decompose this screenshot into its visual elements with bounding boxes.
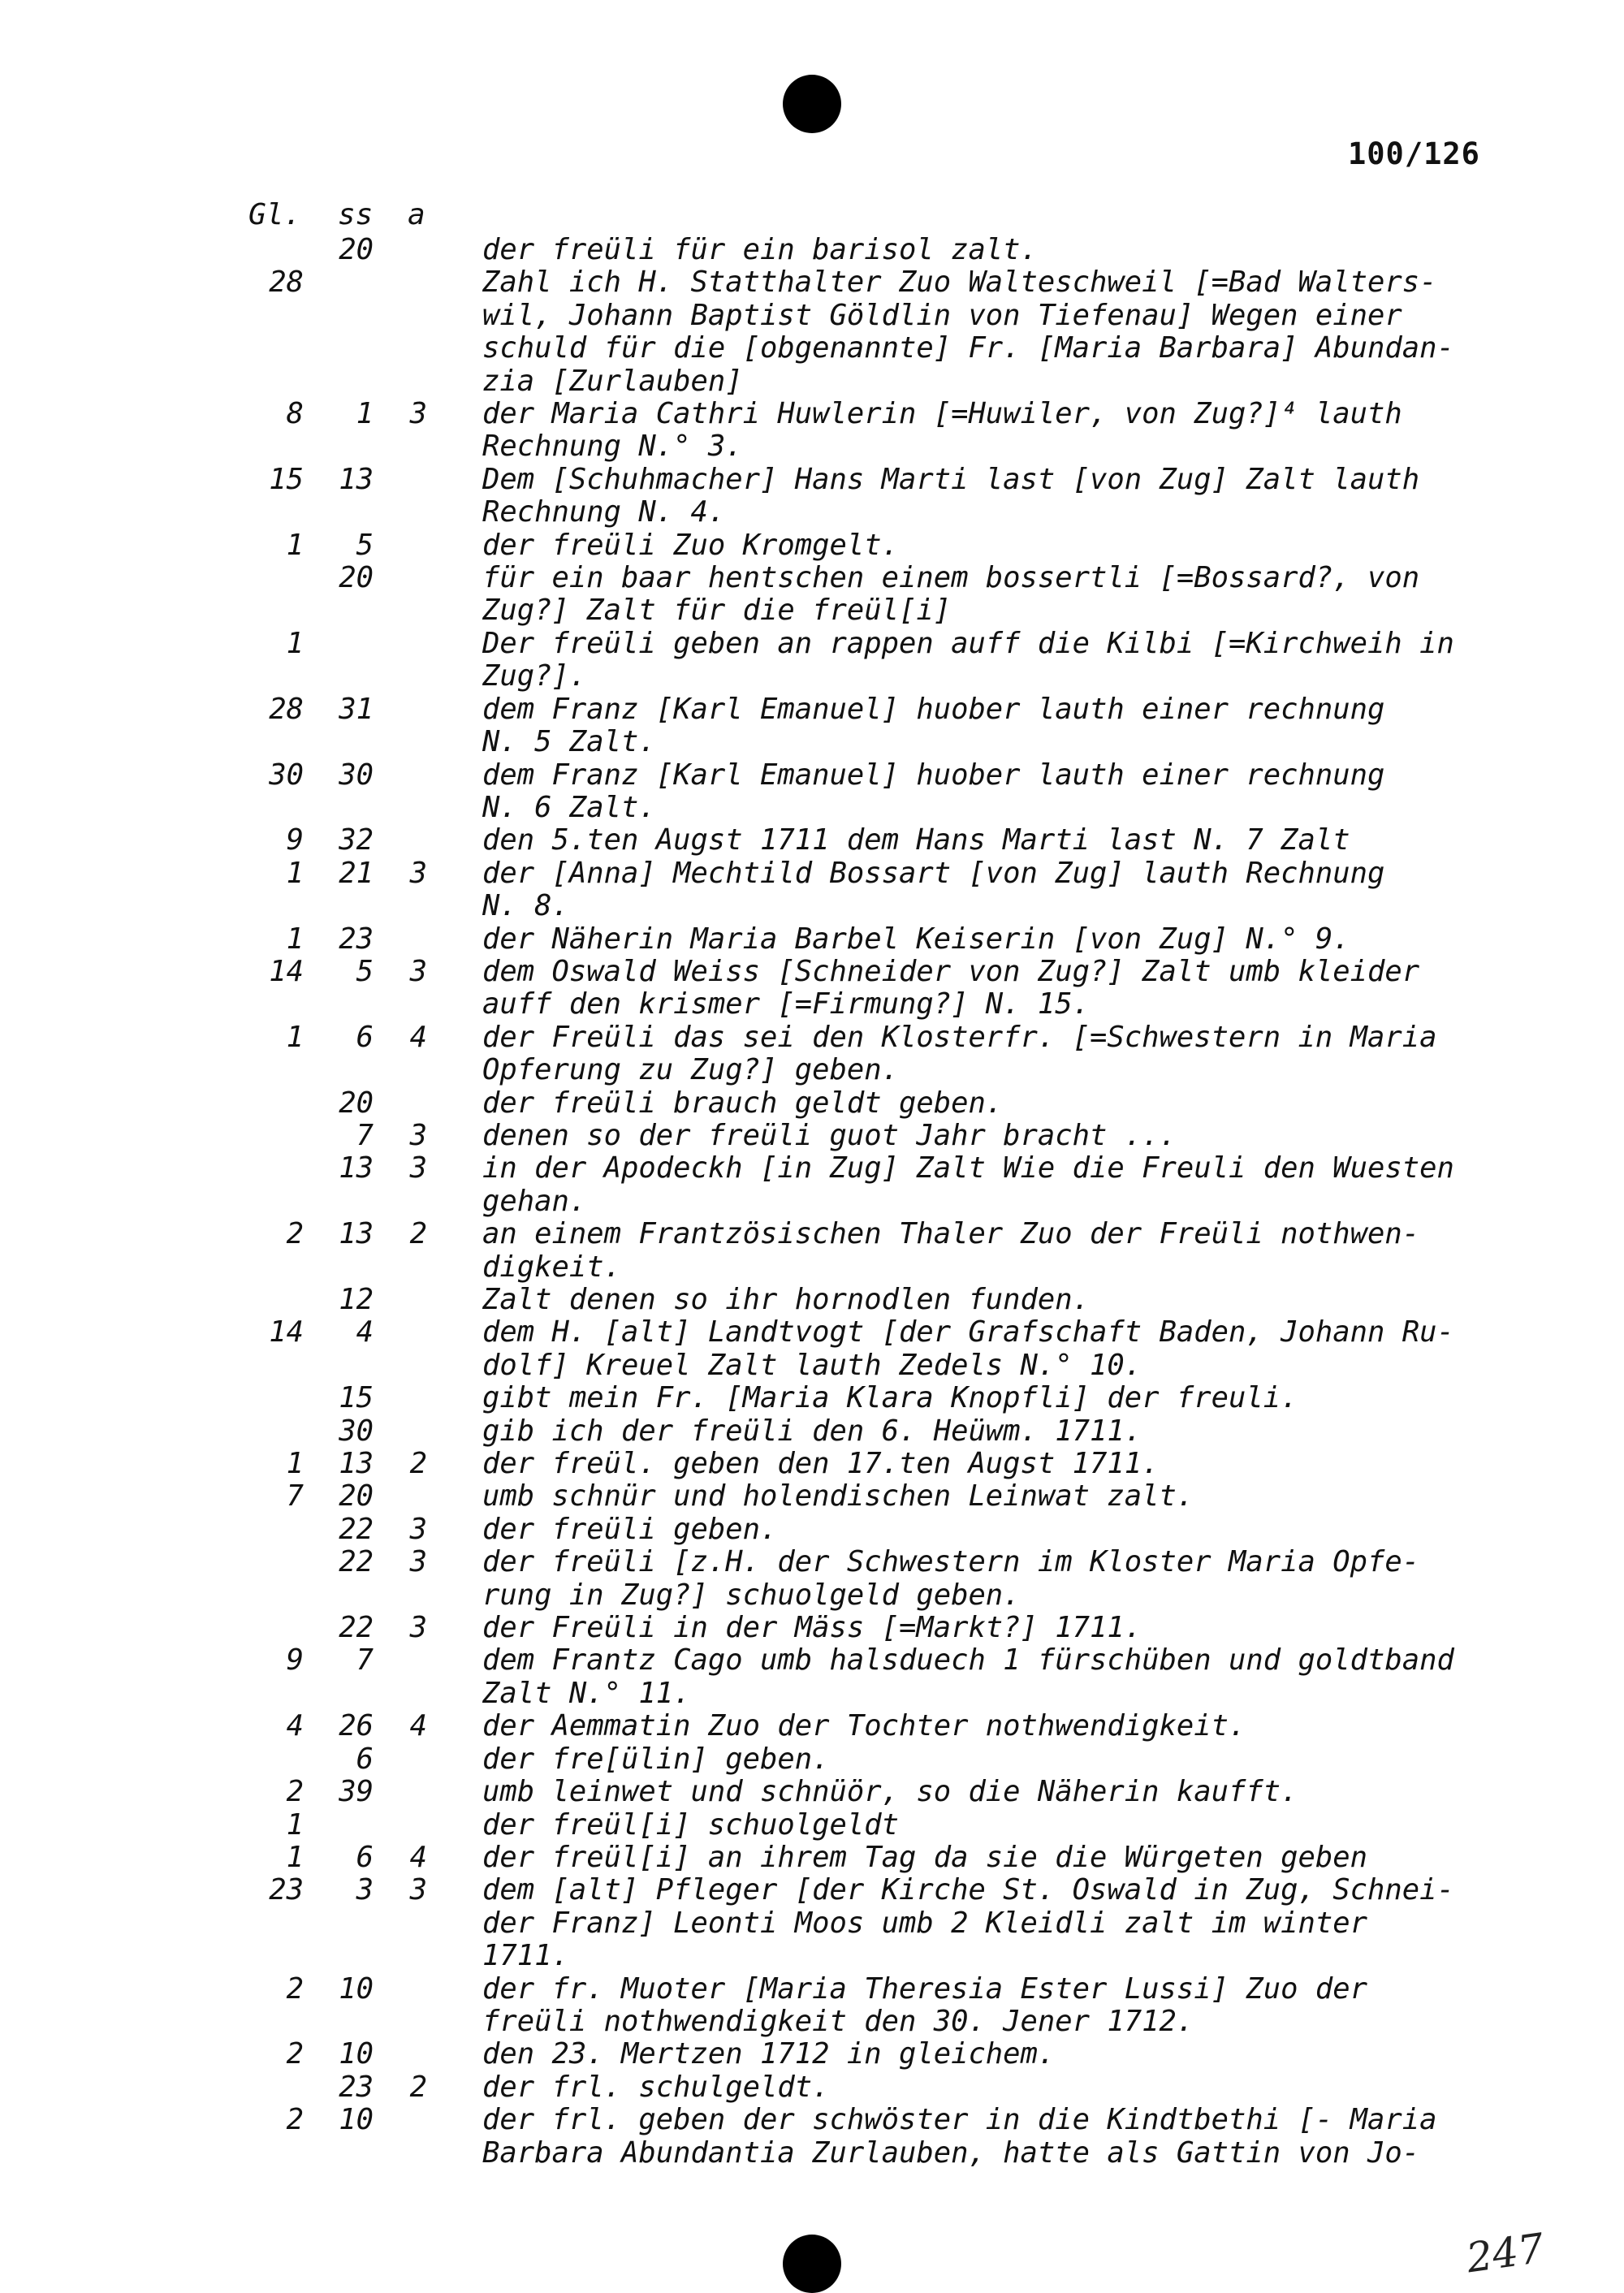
description-line: 1711. bbox=[482, 1939, 569, 1973]
entry-description bbox=[482, 562, 1603, 628]
amount-schilling: 6 bbox=[356, 1742, 374, 1776]
amount-schilling: 22 bbox=[339, 1512, 374, 1546]
ledger-row bbox=[0, 464, 1624, 529]
amount-angster: 3 bbox=[409, 1118, 427, 1152]
amount-schilling: 13 bbox=[339, 1447, 374, 1481]
entry-description bbox=[482, 1514, 1603, 1546]
amount-schilling: 10 bbox=[339, 1971, 374, 2006]
amount-schilling: 1 bbox=[356, 397, 374, 431]
description-line: gib ich der freüli den 6. Heüwm. 1711. bbox=[482, 1414, 1142, 1448]
description-line: wil, Johann Baptist Göldlin von Tiefenau] Wegen einer bbox=[482, 298, 1402, 332]
amount-schilling: 31 bbox=[339, 692, 374, 726]
ledger-row bbox=[0, 1284, 1624, 1316]
amount-gulden: 1 bbox=[286, 1447, 304, 1481]
ledger-row bbox=[0, 857, 1624, 923]
amount-angster: 4 bbox=[409, 1840, 427, 1874]
amount-schilling: 6 bbox=[356, 1020, 374, 1054]
amount-gulden: 2 bbox=[286, 1775, 304, 1809]
ledger-row bbox=[0, 1710, 1624, 1742]
amount-schilling: 30 bbox=[339, 758, 374, 792]
description-line: Zahl ich H. Statthalter Zuo Walteschweil [=Bad Walters- bbox=[482, 266, 1437, 300]
description-line: der freüli Zuo Kromgelt. bbox=[482, 528, 899, 562]
amount-gulden: 1 bbox=[286, 1807, 304, 1842]
entry-description bbox=[482, 2104, 1603, 2170]
amount-schilling: 15 bbox=[339, 1381, 374, 1415]
entry-description bbox=[482, 1874, 1603, 1972]
description-line: der freüli geben. bbox=[482, 1512, 778, 1546]
entry-description bbox=[482, 1743, 1603, 1776]
amount-gulden: 2 bbox=[286, 2103, 304, 2137]
amount-angster: 3 bbox=[409, 1512, 427, 1546]
amount-schilling: 6 bbox=[356, 1840, 374, 1874]
amount-schilling: 22 bbox=[339, 1545, 374, 1579]
ledger-row bbox=[0, 1973, 1624, 2039]
entry-description bbox=[482, 1973, 1603, 2039]
ledger-row bbox=[0, 1021, 1624, 1087]
ledger-row bbox=[0, 1120, 1624, 1152]
description-line: zia [Zurlauben] bbox=[482, 364, 743, 398]
description-line: der frl. geben der schwöster in die Kindtbethi [- Maria bbox=[482, 2103, 1437, 2137]
description-line: Rechnung N. 4. bbox=[482, 495, 726, 529]
amount-schilling: 30 bbox=[339, 1414, 374, 1448]
amount-angster: 3 bbox=[409, 856, 427, 890]
description-line: der Freüli in der Mäss [=Markt?] 1711. bbox=[482, 1611, 1142, 1645]
amount-gulden: 30 bbox=[269, 758, 304, 792]
amount-schilling: 7 bbox=[356, 1643, 374, 1678]
entry-description bbox=[482, 1776, 1603, 1808]
description-line: an einem Frantzösischen Thaler Zuo der Freüli nothwen- bbox=[482, 1217, 1420, 1251]
description-line: der Franz] Leonti Moos umb 2 Kleidli zalt im winter bbox=[482, 1906, 1368, 1940]
description-line: dem Franz [Karl Emanuel] huober lauth einer rechnung bbox=[482, 692, 1385, 726]
description-line: schuld für die [obgenannte] Fr. [Maria Barbara] Abundan- bbox=[482, 331, 1454, 365]
ledger-row bbox=[0, 824, 1624, 857]
amount-gulden: 1 bbox=[286, 1020, 304, 1054]
entry-description bbox=[482, 1480, 1603, 1513]
description-line: dem H. [alt] Landtvogt [der Grafschaft Baden, Johann Ru- bbox=[482, 1315, 1454, 1349]
description-line: Opferung zu Zug?] geben. bbox=[482, 1053, 899, 1087]
entry-description bbox=[482, 1842, 1603, 1874]
ledger-row bbox=[0, 1514, 1624, 1546]
ledger-row bbox=[0, 1809, 1624, 1842]
header-schilling: ss bbox=[338, 198, 374, 231]
amount-schilling: 32 bbox=[339, 823, 374, 857]
ledger-row bbox=[0, 1415, 1624, 1448]
description-line: Zalt denen so ihr hornodlen funden. bbox=[482, 1283, 1091, 1316]
ledger-row bbox=[0, 2038, 1624, 2071]
amount-schilling: 20 bbox=[339, 561, 374, 595]
ledger-row bbox=[0, 1152, 1624, 1218]
ledger-row bbox=[0, 1776, 1624, 1808]
description-line: N. 6 Zalt. bbox=[482, 790, 656, 824]
description-line: umb schnür und holendischen Leinwat zalt. bbox=[482, 1479, 1194, 1514]
entry-description bbox=[482, 1546, 1603, 1612]
description-line: Barbara Abundantia Zurlauben, hatte als Gattin von Jo- bbox=[482, 2135, 1420, 2170]
description-line: der Freüli das sei den Klosterfr. [=Schwestern in Maria bbox=[482, 1020, 1437, 1054]
description-line: der freüli brauch geldt geben. bbox=[482, 1086, 1004, 1120]
amount-angster: 3 bbox=[409, 1545, 427, 1579]
description-line: rung in Zug?] schuolgeld geben. bbox=[482, 1578, 1021, 1612]
ledger-row bbox=[0, 956, 1624, 1021]
entry-description bbox=[482, 1612, 1603, 1644]
entry-description bbox=[482, 857, 1603, 923]
description-line: Zug?] Zalt für die freül[i] bbox=[482, 594, 952, 628]
ledger-row bbox=[0, 693, 1624, 759]
entry-description bbox=[482, 1710, 1603, 1742]
punch-hole-bottom bbox=[783, 2235, 841, 2293]
description-line: Der freüli geben an rappen auff die Kilbi [=Kirchweih in bbox=[482, 626, 1454, 660]
description-line: der freüli für ein barisol zalt. bbox=[482, 233, 1038, 266]
description-line: Rechnung N.° 3. bbox=[482, 430, 743, 464]
amount-schilling: 4 bbox=[356, 1315, 374, 1349]
amount-schilling: 5 bbox=[356, 954, 374, 988]
entry-description bbox=[482, 2038, 1603, 2071]
amount-gulden: 15 bbox=[269, 462, 304, 496]
entry-description bbox=[482, 1087, 1603, 1120]
description-line: der Maria Cathri Huwlerin [=Huwiler, von Zug?]⁴ lauth bbox=[482, 397, 1402, 431]
ledger-row bbox=[0, 923, 1624, 956]
ledger-row bbox=[0, 398, 1624, 464]
description-line: der [Anna] Mechtild Bossart [von Zug] lauth Rechnung bbox=[482, 856, 1385, 890]
amount-angster: 3 bbox=[409, 954, 427, 988]
amount-schilling: 3 bbox=[356, 1873, 374, 1907]
entry-description bbox=[482, 1284, 1603, 1316]
entry-description bbox=[482, 824, 1603, 857]
ledger-row bbox=[0, 1612, 1624, 1644]
description-line: freüli nothwendigkeit den 30. Jener 1712. bbox=[482, 2004, 1194, 2038]
column-header bbox=[0, 198, 1624, 234]
description-line: der freül[i] an ihrem Tag da sie die Würgeten geben bbox=[482, 1840, 1368, 1874]
amount-schilling: 21 bbox=[339, 856, 374, 890]
amount-gulden: 2 bbox=[286, 1971, 304, 2006]
amount-gulden: 1 bbox=[286, 528, 304, 562]
amount-gulden: 2 bbox=[286, 2037, 304, 2071]
description-line: der Näherin Maria Barbel Keiserin [von Zug] N.° 9. bbox=[482, 922, 1350, 956]
amount-schilling: 13 bbox=[339, 1217, 374, 1251]
entry-description bbox=[482, 1415, 1603, 1448]
ledger-row bbox=[0, 529, 1624, 562]
entry-description bbox=[482, 1382, 1603, 1414]
description-line: gibt mein Fr. [Maria Klara Knopfli] der freuli. bbox=[482, 1381, 1298, 1415]
ledger-row bbox=[0, 628, 1624, 693]
entry-description bbox=[482, 628, 1603, 693]
amount-schilling: 13 bbox=[339, 1151, 374, 1185]
amount-schilling: 10 bbox=[339, 2103, 374, 2137]
description-line: Zalt N.° 11. bbox=[482, 1676, 691, 1710]
amount-gulden: 23 bbox=[269, 1873, 304, 1907]
ledger-entries bbox=[0, 234, 1624, 2170]
description-line: N. 5 Zalt. bbox=[482, 725, 656, 759]
amount-gulden: 14 bbox=[269, 1315, 304, 1349]
amount-gulden: 1 bbox=[286, 856, 304, 890]
amount-angster: 3 bbox=[409, 1151, 427, 1185]
amount-angster: 3 bbox=[409, 1873, 427, 1907]
amount-schilling: 10 bbox=[339, 2037, 374, 2071]
ledger-row bbox=[0, 1842, 1624, 1874]
entry-description bbox=[482, 1316, 1603, 1382]
amount-schilling: 22 bbox=[339, 1611, 374, 1645]
entry-description bbox=[482, 759, 1603, 825]
page-number: 100/126 bbox=[1348, 136, 1480, 171]
description-line: den 23. Mertzen 1712 in gleichem. bbox=[482, 2037, 1056, 2071]
entry-description bbox=[482, 1218, 1603, 1284]
entry-description bbox=[482, 1448, 1603, 1480]
amount-schilling: 20 bbox=[339, 1479, 374, 1514]
description-line: N. 8. bbox=[482, 889, 569, 923]
entry-description bbox=[482, 1021, 1603, 1087]
entry-description bbox=[482, 923, 1603, 956]
ledger-row bbox=[0, 759, 1624, 825]
amount-gulden: 9 bbox=[286, 1643, 304, 1678]
ledger-row bbox=[0, 1218, 1624, 1284]
amount-schilling: 20 bbox=[339, 1086, 374, 1120]
amount-gulden: 28 bbox=[269, 692, 304, 726]
ledger-row bbox=[0, 1382, 1624, 1414]
description-line: dem Oswald Weiss [Schneider von Zug?] Zalt umb kleider bbox=[482, 954, 1420, 988]
amount-angster: 2 bbox=[409, 1447, 427, 1481]
amount-schilling: 5 bbox=[356, 528, 374, 562]
description-line: gehan. bbox=[482, 1184, 587, 1218]
entry-description bbox=[482, 1120, 1603, 1152]
ledger-row bbox=[0, 1546, 1624, 1612]
amount-gulden: 8 bbox=[286, 397, 304, 431]
amount-angster: 3 bbox=[409, 1611, 427, 1645]
description-line: denen so der freüli guot Jahr bracht ... bbox=[482, 1118, 1177, 1152]
ledger-row bbox=[0, 1480, 1624, 1513]
amount-schilling: 23 bbox=[339, 922, 374, 956]
description-line: der fr. Muoter [Maria Theresia Ester Lussi] Zuo der bbox=[482, 1971, 1368, 2006]
entry-description bbox=[482, 529, 1603, 562]
description-line: der freül. geben den 17.ten Augst 1711. bbox=[482, 1447, 1160, 1481]
header-angster: a bbox=[408, 198, 425, 231]
ledger-row bbox=[0, 1087, 1624, 1120]
description-line: dolf] Kreuel Zalt lauth Zedels N.° 10. bbox=[482, 1348, 1142, 1382]
amount-schilling: 39 bbox=[339, 1775, 374, 1809]
amount-gulden: 7 bbox=[286, 1479, 304, 1514]
entry-description bbox=[482, 956, 1603, 1021]
description-line: dem Franz [Karl Emanuel] huober lauth einer rechnung bbox=[482, 758, 1385, 792]
amount-gulden: 2 bbox=[286, 1217, 304, 1251]
description-line: für ein baar hentschen einem bossertli [=Bossard?, von bbox=[482, 561, 1420, 595]
description-line: den 5.ten Augst 1711 dem Hans Marti last N. 7 Zalt bbox=[482, 823, 1350, 857]
ledger-row bbox=[0, 234, 1624, 266]
description-line: digkeit. bbox=[482, 1250, 621, 1284]
ledger-row bbox=[0, 2071, 1624, 2104]
amount-schilling: 20 bbox=[339, 233, 374, 266]
ledger-row bbox=[0, 2104, 1624, 2170]
punch-hole-top bbox=[783, 75, 841, 133]
entry-description bbox=[482, 1809, 1603, 1842]
amount-gulden: 1 bbox=[286, 626, 304, 660]
entry-description bbox=[482, 1644, 1603, 1710]
header-gulden: Gl. bbox=[248, 198, 302, 231]
amount-schilling: 23 bbox=[339, 2070, 374, 2104]
amount-angster: 2 bbox=[409, 1217, 427, 1251]
description-line: auff den krismer [=Firmung?] N. 15. bbox=[482, 987, 1091, 1021]
entry-description bbox=[482, 464, 1603, 529]
amount-gulden: 4 bbox=[286, 1709, 304, 1743]
description-line: in der Apodeckh [in Zug] Zalt Wie die Freuli den Wuesten bbox=[482, 1151, 1454, 1185]
ledger-row bbox=[0, 1448, 1624, 1480]
entry-description bbox=[482, 398, 1603, 464]
amount-angster: 4 bbox=[409, 1020, 427, 1054]
amount-gulden: 28 bbox=[269, 266, 304, 300]
description-line: dem Frantz Cago umb halsduech 1 fürschüben und goldtband bbox=[482, 1643, 1454, 1678]
entry-description bbox=[482, 266, 1603, 398]
description-line: der freül[i] schuolgeldt bbox=[482, 1807, 899, 1842]
description-line: dem [alt] Pfleger [der Kirche St. Oswald in Zug, Schnei- bbox=[482, 1873, 1454, 1907]
description-line: der freüli [z.H. der Schwestern im Kloster Maria Opfe- bbox=[482, 1545, 1420, 1579]
amount-angster: 2 bbox=[409, 2070, 427, 2104]
amount-schilling: 12 bbox=[339, 1283, 374, 1316]
amount-gulden: 1 bbox=[286, 1840, 304, 1874]
amount-schilling: 26 bbox=[339, 1709, 374, 1743]
amount-angster: 3 bbox=[409, 397, 427, 431]
entry-description bbox=[482, 234, 1603, 266]
description-line: der fre[ülin] geben. bbox=[482, 1742, 830, 1776]
amount-gulden: 1 bbox=[286, 922, 304, 956]
description-line: Zug?]. bbox=[482, 659, 587, 693]
description-line: Dem [Schuhmacher] Hans Marti last [von Zug] Zalt lauth bbox=[482, 462, 1420, 496]
entry-description bbox=[482, 1152, 1603, 1218]
ledger-row bbox=[0, 1743, 1624, 1776]
amount-angster: 4 bbox=[409, 1709, 427, 1743]
ledger-row bbox=[0, 562, 1624, 628]
entry-description bbox=[482, 693, 1603, 759]
entry-description bbox=[482, 2071, 1603, 2104]
amount-gulden: 9 bbox=[286, 823, 304, 857]
ledger-row bbox=[0, 1316, 1624, 1382]
amount-schilling: 13 bbox=[339, 462, 374, 496]
amount-gulden: 14 bbox=[269, 954, 304, 988]
ledger-row bbox=[0, 1874, 1624, 1972]
ledger-row bbox=[0, 1644, 1624, 1710]
description-line: umb leinwet und schnüör, so die Näherin kaufft. bbox=[482, 1775, 1298, 1809]
description-line: der frl. schulgeldt. bbox=[482, 2070, 830, 2104]
ledger-row bbox=[0, 266, 1624, 398]
handwritten-folio-number: 247 bbox=[1463, 2224, 1548, 2282]
amount-schilling: 7 bbox=[356, 1118, 374, 1152]
description-line: der Aemmatin Zuo der Tochter nothwendigkeit. bbox=[482, 1709, 1246, 1743]
